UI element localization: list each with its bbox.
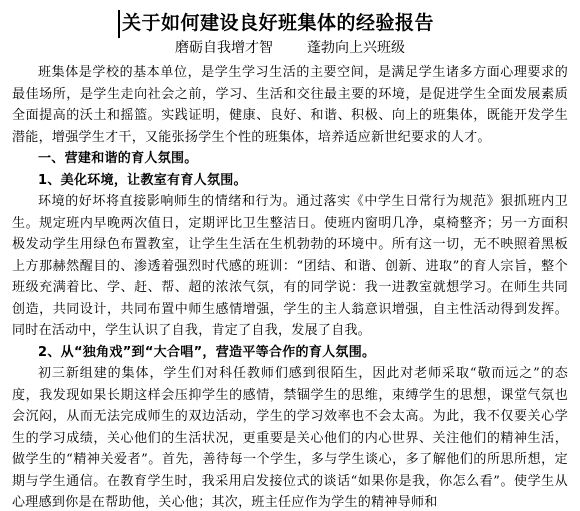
subsection-heading-1: 1、美化环境，让教室有育人氛围。 [38,172,247,188]
subtitle-right: 蓬勃向上兴班级 [307,40,405,56]
subsection-heading-2: 2、从“独角戏”到“大合唱”，营造平等合作的育人氛围。 [38,344,376,360]
document-title: 关于如何建设良好班集体的经验报告 [122,12,435,34]
text-cursor [118,10,120,38]
intro-paragraph: 班集体是学校的基本单位，是学生学习生活的主要空间，是满足学生诸多方面心理要求的最佳场所，是学生走向社会之前，学习、生活和交往最主要的环境，是促进学生全面发展素质全面提高的沃土和摇篮。实践证明，健康、良好、和谐、积极、向上的班集体，既能开发学生潜能，增强学生才干，又能张扬学生个性的班集体，培养适应新世纪要求的人才。 [12,65,568,145]
subtitle-left: 磨砺自我增才智 [175,40,273,56]
paragraph-2: 初三新组建的集体，学生们对科任教师们感到很陌生，因此对老师采取“敬而远之”的态度，我发现如果长期这样会压抑学生的感情，禁锢学生的思维，束缚学生的思想，课堂气氛也会沉闷，从而无法完成师生的双边活动，学生的学习效率也不会太高。为此，我不仅要关心学生的学习成绩，关心他们的生活状况，更重要是关心他们的内心世界、关注他们的精神生活，做学生的“精神关爱者”。首先，善待每一个学生，多与学生谈心，多了解他们的所思所想，定期与学生通信。在教育学生时，我采用启发接位式的谈话“如果你是我，你怎么看”。使学生从心理感到你是在帮助他，关心他；其次，班主任应作为学生的精神导师和 [12,366,568,510]
document-subtitle [0,38,580,58]
paragraph-1: 环境的好坏将直接影响师生的情绪和行为。通过落实《中学生日常行为规范》狠抓班内卫生。规定班内早晚两次值日，定期评比卫生整洁日。使班内窗明几净，桌椅整齐；另一方面积极发动学生用绿色布置教室，让学生生活在生机勃勃的环境中。所有这一切，无不映照着黑板上方那赫然醒目的、渗透着强烈时代感的班训：“团结、和谐、创新、进取”的育人宗旨，整个班级充满着比、学、赶、帮、超的浓浓气氛，有的同学说：我一进教室就想学习。在师生共同创造，共同设计，共同布置中师生感情增强，学生的主人翁意识增强，自主性活动得到发挥。同时在活动中，学生认识了自我，肯定了自我，发展了自我。 [12,194,568,338]
section-heading: 一、营建和谐的育人氛围。 [38,151,198,166]
document-body [12,62,568,511]
